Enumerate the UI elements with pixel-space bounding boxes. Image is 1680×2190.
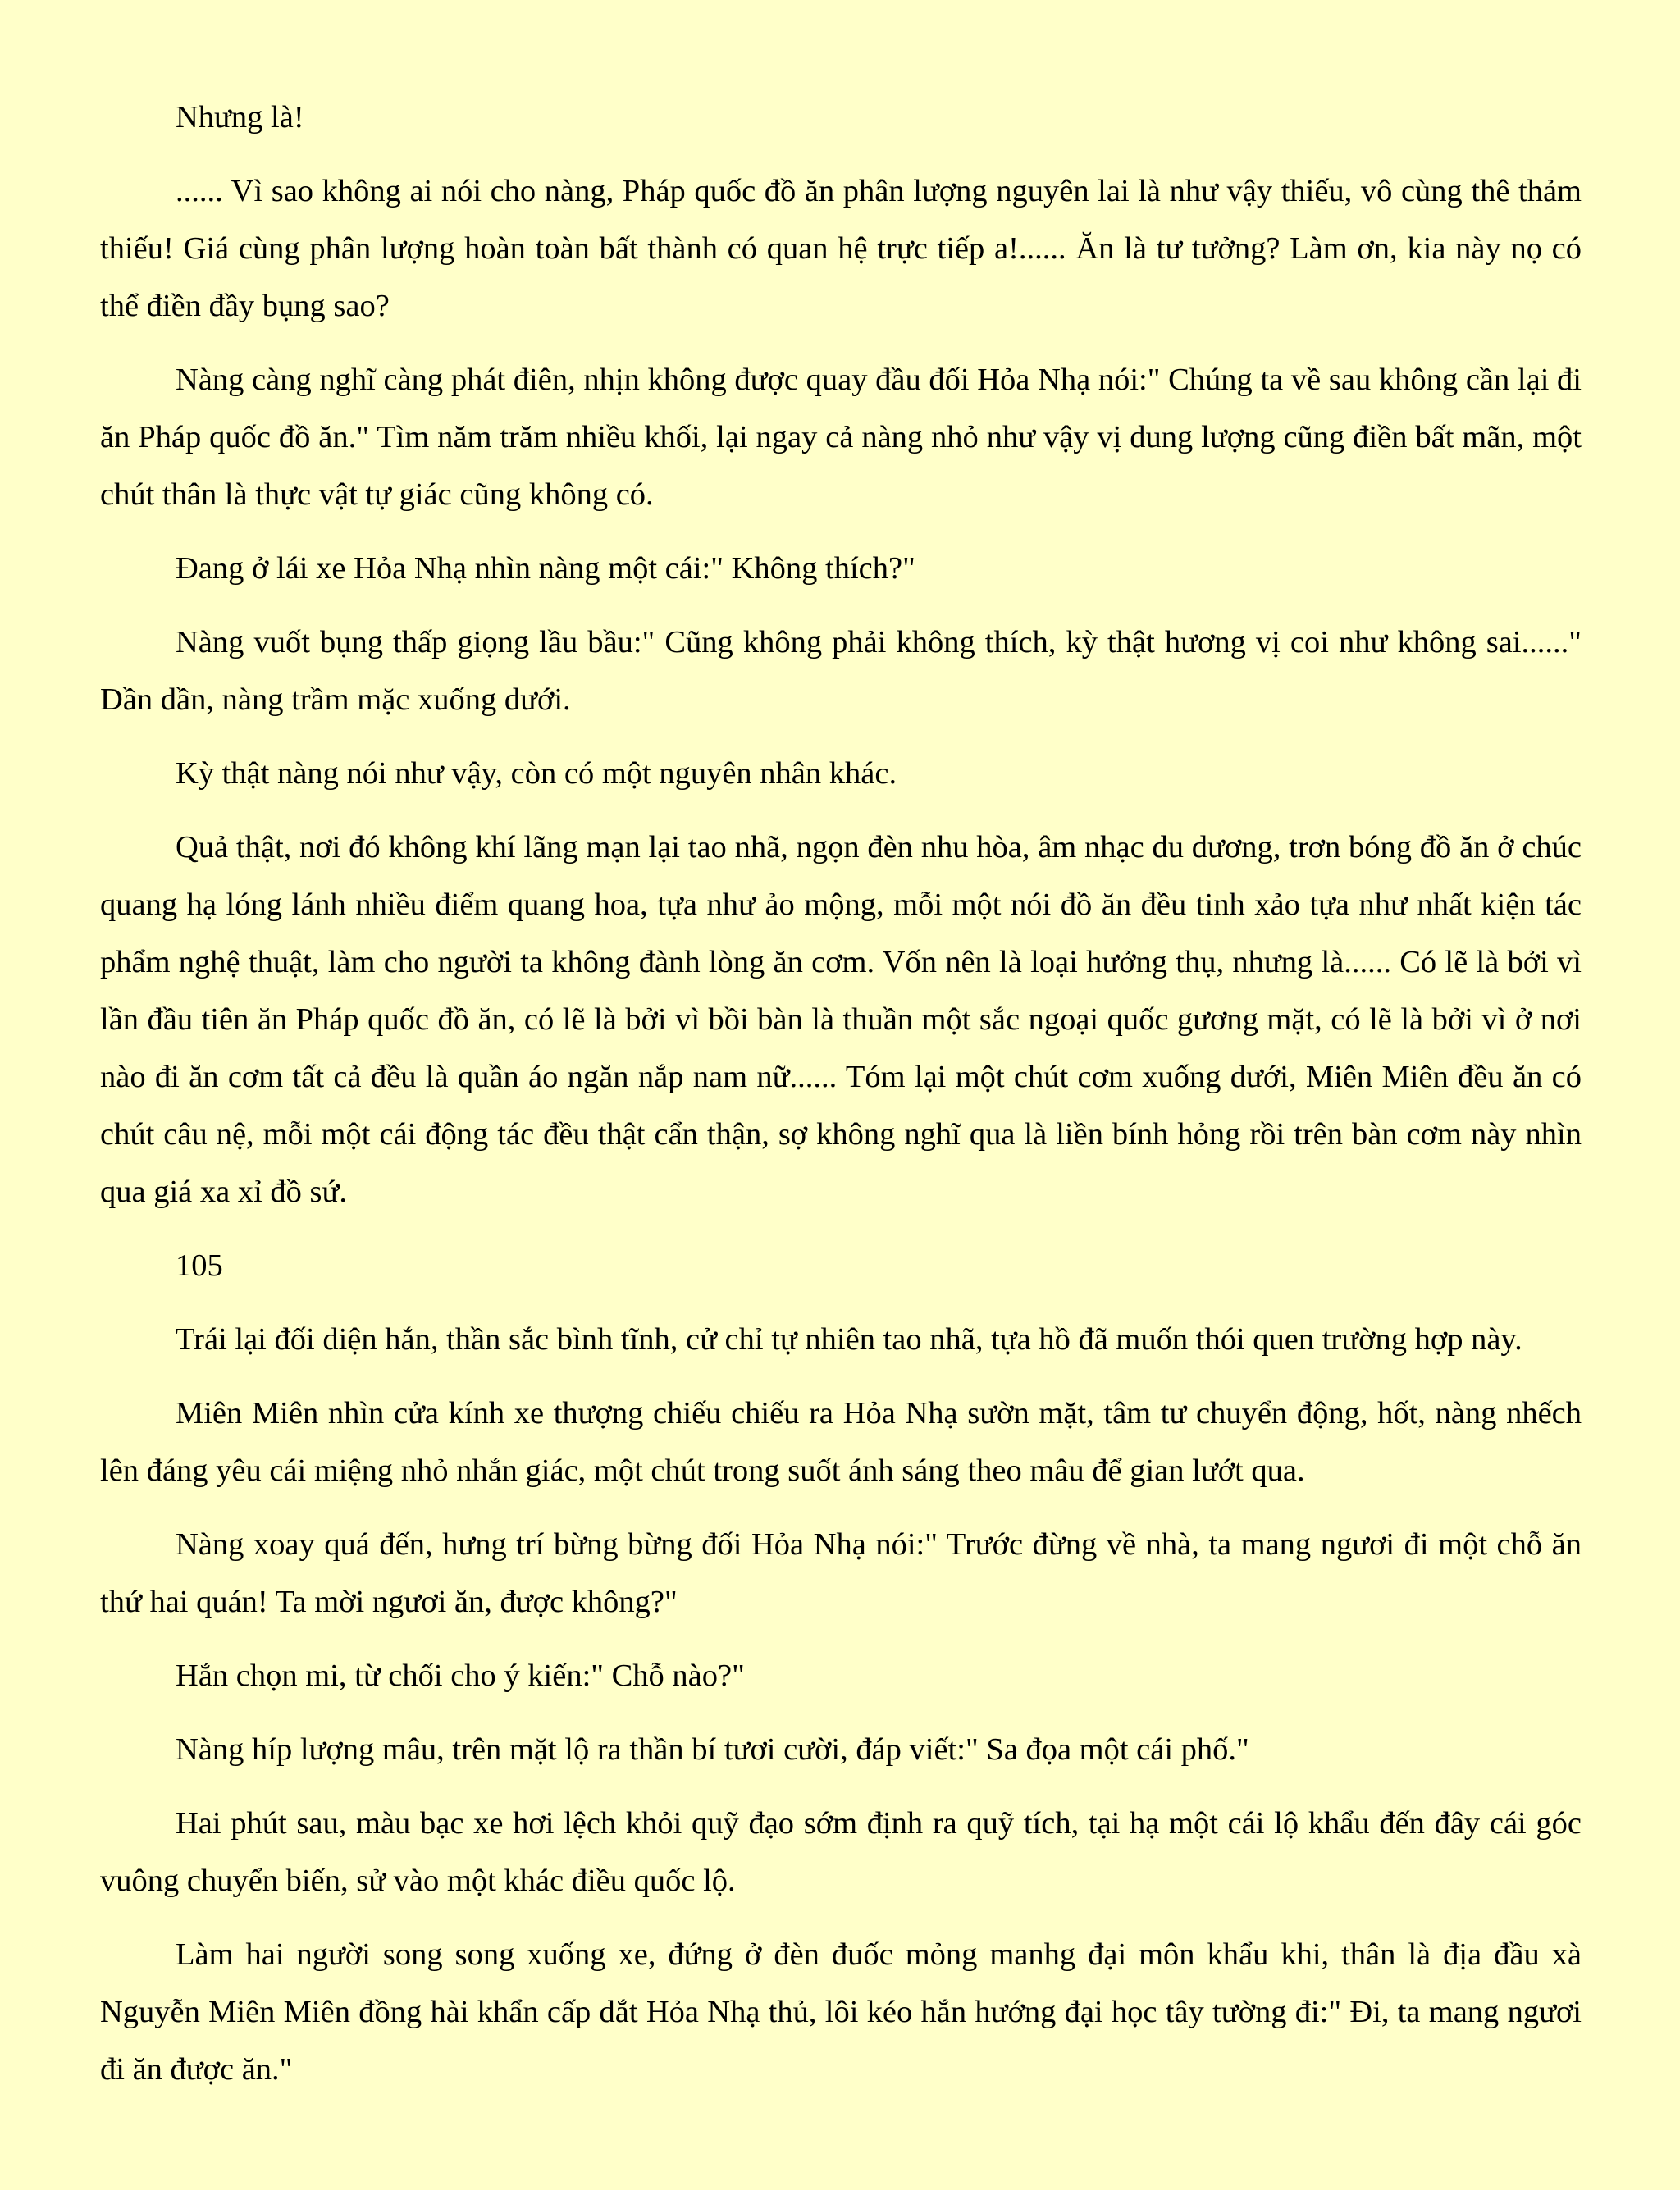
paragraph-11: Nàng xoay quá đến, hưng trí bừng bừng đối Hỏa Nhạ nói:" Trước đừng về nhà, ta mang ngươi đi một chỗ ăn thứ hai quán! Ta mời ngươi ăn, được không?" [100, 1527, 1582, 1619]
paragraph-15: Làm hai người song song xuống xe, đứng ở đèn đuốc mỏng manhg đại môn khẩu khi, thân là địa đầu xà Nguyễn Miên Miên đồng hài khẩn cấp dắt Hỏa Nhạ thủ, lôi kéo hắn hướng đại học tây tường đi:" Đi, ta mang ngươi đi ăn được ăn." [100, 1937, 1582, 2087]
paragraph-6: Kỳ thật nàng nói như vậy, còn có một nguyên nhân khác. [176, 756, 897, 791]
paragraph-2: ...... Vì sao không ai nói cho nàng, Pháp quốc đồ ăn phân lượng nguyên lai là như vậy thiếu, vô cùng thê thảm thiếu! Giá cùng phân lượng hoàn toàn bất thành có quan hệ trực tiếp a!...... Ăn là tư tưởng? Làm ơn, kia này nọ có thể điền đầy bụng sao? [100, 174, 1582, 323]
paragraph-12: Hắn chọn mi, từ chối cho ý kiến:" Chỗ nào?" [176, 1658, 745, 1693]
paragraph-4: Đang ở lái xe Hỏa Nhạ nhìn nàng một cái:" Không thích?" [176, 551, 915, 586]
paragraph-1: Nhưng là! [176, 100, 304, 135]
paragraph-5: Nàng vuốt bụng thấp giọng lầu bầu:" Cũng không phải không thích, kỳ thật hương vị coi như không sai......" Dần dần, nàng trầm mặc xuống dưới. [100, 625, 1582, 717]
paragraph-13: Nàng híp lượng mâu, trên mặt lộ ra thần bí tươi cười, đáp viết:" Sa đọa một cái phố." [176, 1732, 1249, 1767]
paragraph-9: Trái lại đối diện hắn, thần sắc bình tĩnh, cử chỉ tự nhiên tao nhã, tựa hồ đã muốn thói quen trường hợp này. [176, 1322, 1522, 1357]
page-number-marker: 105 [176, 1248, 223, 1283]
paragraph-3: Nàng càng nghĩ càng phát điên, nhịn không được quay đầu đối Hỏa Nhạ nói:" Chúng ta về sau không cần lại đi ăn Pháp quốc đồ ăn." Tìm năm trăm nhiều khối, lại ngay cả nàng nhỏ như vậy vị dung lượng cũng điền bất mãn, một chút thân là thực vật tự giác cũng không có. [100, 363, 1582, 512]
paragraph-7: Quả thật, nơi đó không khí lãng mạn lại tao nhã, ngọn đèn nhu hòa, âm nhạc du dương, trơn bóng đồ ăn ở chúc quang hạ lóng lánh nhiều điểm quang hoa, tựa như ảo mộng, mỗi một nói đồ ăn đều tinh xảo tựa như nhất kiện tác phẩm nghệ thuật, làm cho người ta không đành lòng ăn cơm. Vốn nên là loại hưởng thụ, nhưng là...... Có lẽ là bởi vì lần đầu tiên ăn Pháp quốc đồ ăn, có lẽ là bởi vì bồi bàn là thuần một sắc ngoại quốc gương mặt, có lẽ là bởi vì ở nơi nào đi ăn cơm tất cả đều là quần áo ngăn nắp nam nữ...... Tóm lại một chút cơm xuống dưới, Miên Miên đều ăn có chút câu nệ, mỗi một cái động tác đều thật cẩn thận, sợ không nghĩ qua là liền bính hỏng rồi trên bàn cơm này nhìn qua giá xa xỉ đồ sứ. [100, 830, 1582, 1209]
paragraph-10: Miên Miên nhìn cửa kính xe thượng chiếu chiếu ra Hỏa Nhạ sườn mặt, tâm tư chuyển động, hốt, nàng nhếch lên đáng yêu cái miệng nhỏ nhắn giác, một chút trong suốt ánh sáng theo mâu để gian lướt qua. [100, 1396, 1582, 1488]
paragraph-14: Hai phút sau, màu bạc xe hơi lệch khỏi quỹ đạo sớm định ra quỹ tích, tại hạ một cái lộ khẩu đến đây cái góc vuông chuyển biến, sử vào một khác điều quốc lộ. [100, 1806, 1582, 1898]
